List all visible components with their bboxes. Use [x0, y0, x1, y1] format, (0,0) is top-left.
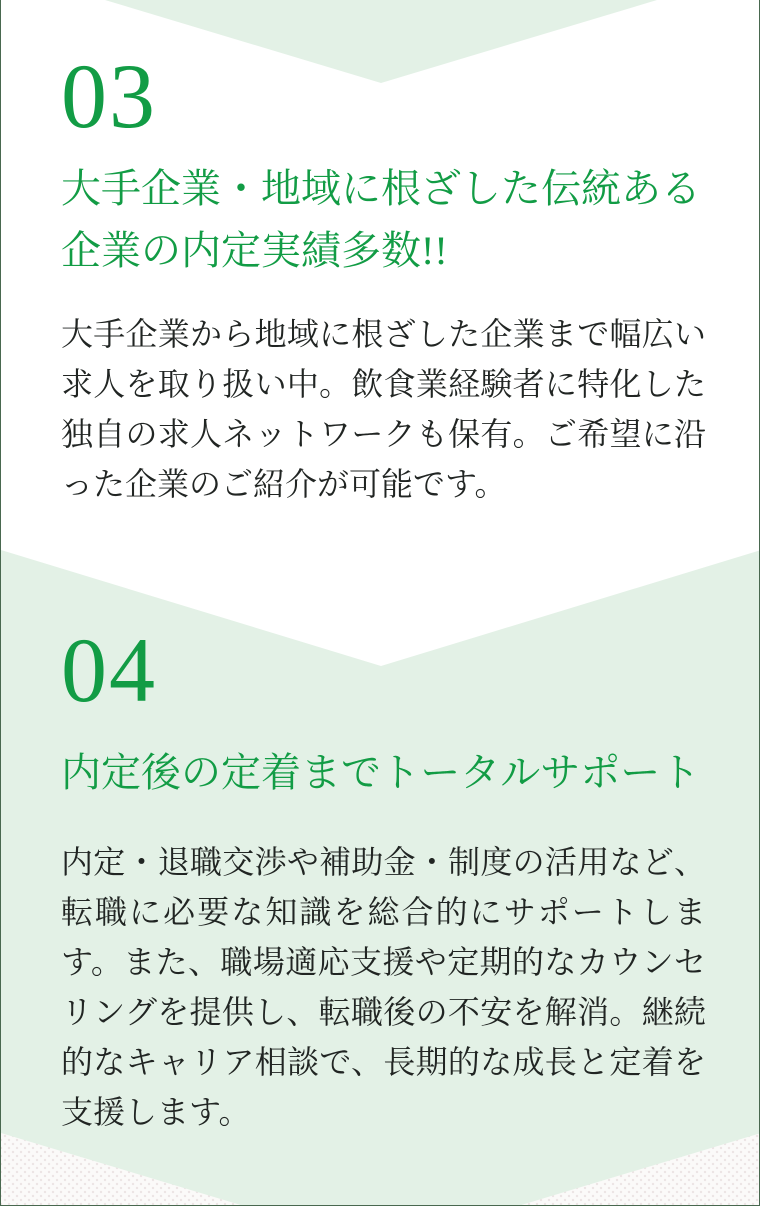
feature-heading-04: 内定後の定着までトータルサポート	[61, 750, 701, 795]
feature-body-03: 大手企業から地域に根ざした企業まで幅広い求人を取り扱い中。飲食業経験者に特化した独自の求人ネットワークも保有。ご希望に沿った企業のご紹介が可能です。	[61, 316, 706, 502]
feature-body-04: 内定・退職交渉や補助金・制度の活用など、転職に必要な知識を総合的にサポートします。また、職場適応支援や定期的なカウンセリングを提供し、転職後の不安を解消。継続的なキャリア相談で、長期的な成長と定着を支援します。	[61, 844, 706, 1130]
feature-number-04: 04	[61, 619, 157, 721]
feature-heading-03: 大手企業・地域に根ざした伝統ある企業の内定実績多数!!	[61, 166, 701, 273]
features-content	[1, 0, 759, 1205]
feature-number-03: 03	[61, 45, 157, 147]
